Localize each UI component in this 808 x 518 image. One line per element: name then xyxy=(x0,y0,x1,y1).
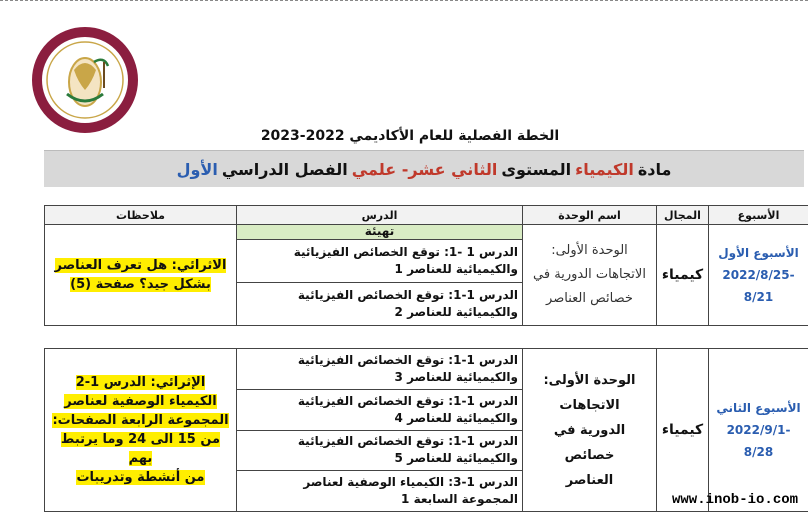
week2-lesson-3 xyxy=(237,430,523,471)
week2-note-line: من 15 الى 24 وما يرتبط بهم xyxy=(60,432,221,466)
header-notes: ملاحظات xyxy=(45,206,237,225)
header-week: الأسبوع xyxy=(709,206,808,225)
lesson-line: والكيميائية للعناصر 5 xyxy=(394,451,518,466)
lesson-line: الدرس 1-1: توقع الخصائص الفيزيائية xyxy=(297,287,518,302)
week2-lesson-4 xyxy=(237,471,523,512)
term-name: الأول xyxy=(176,159,218,179)
lesson-line: والكيميائية للعناصر 3 xyxy=(394,369,518,384)
week2-unit-line3: الدورية في xyxy=(553,422,626,438)
week1-lesson-2 xyxy=(237,282,523,325)
lesson-line: الدرس 1 -1: توقع الخصائص الفيزيائية xyxy=(293,244,518,259)
term-label: الفصل الدراسي xyxy=(221,159,348,179)
top-dashed-line xyxy=(0,0,808,1)
week1-cell xyxy=(709,225,808,326)
week1-field: كيمياء xyxy=(657,225,709,326)
lesson-line: الدرس 1-1: توقع الخصائص الفيزيائية xyxy=(297,393,518,408)
qatar-ministry-logo xyxy=(22,22,148,134)
week2-plan-table xyxy=(44,348,808,512)
week2-note-line: الكيمياء الوصفية لعناصر xyxy=(64,394,217,409)
week1-unit-line2: الاتجاهات الدورية في xyxy=(533,267,646,282)
lesson-line: والكيميائية للعناصر 1 xyxy=(394,261,518,276)
week2-note-line: الإثرائي: الدرس 1-2 xyxy=(75,375,206,390)
week1-unit-line3: خصائص العناصر xyxy=(546,291,633,306)
warmup-row: تهيئة xyxy=(237,225,523,240)
week2-unit-line2: الاتجاهات xyxy=(559,397,620,413)
lesson-line: الدرس 1-3: الكيمياء الوصفية لعناصر xyxy=(303,475,518,490)
week2-unit-line4: خصائص xyxy=(564,447,615,463)
lesson-line: والكيميائية للعناصر 2 xyxy=(394,304,518,319)
week1-note xyxy=(45,225,237,326)
lesson-line: المجموعة السابعة 1 xyxy=(401,492,518,507)
week1-unit xyxy=(523,225,657,326)
week2-note xyxy=(45,349,237,512)
lesson-line: الدرس 1-1: توقع الخصائص الفيزيائية xyxy=(297,434,518,449)
week2-note-line: المجموعة الرابعة الصفحات: xyxy=(52,413,229,428)
week2-unit-line1: الوحدة الأولى: xyxy=(543,372,636,388)
week2-lesson-2 xyxy=(237,389,523,430)
page-title: الخطة الفصلية للعام الأكاديمي 2022-2023 xyxy=(260,128,560,144)
lesson-line: والكيميائية للعناصر 4 xyxy=(394,410,518,425)
watermark-url: www.inob-io.com xyxy=(672,492,799,508)
week1-lesson-1 xyxy=(237,239,523,282)
week2-dates: 2022/9/1-8/28 xyxy=(726,423,791,459)
subject-name: الكيمياء xyxy=(575,159,634,179)
header-unit: اسم الوحدة xyxy=(523,206,657,225)
week1-name: الأسبوع الأول xyxy=(718,246,799,260)
level-name: الثاني عشر- علمي xyxy=(351,159,498,179)
subject-label: مادة xyxy=(637,159,672,179)
week1-unit-line1: الوحدة الأولى: xyxy=(551,243,628,258)
week2-cell xyxy=(709,349,808,512)
week2-lesson-1 xyxy=(237,349,523,390)
lesson-line: الدرس 1-1: توقع الخصائص الفيزيائية xyxy=(297,352,518,367)
subject-banner xyxy=(44,150,804,187)
week1-dates: 2022/8/25-8/21 xyxy=(722,268,795,304)
week1-note-line2: بشكل جيد؟ صفحة (5) xyxy=(70,277,211,292)
week2-unit xyxy=(523,349,657,512)
header-field: المجال xyxy=(657,206,709,225)
week2-unit-line5: العناصر xyxy=(565,472,614,488)
level-label: المستوى xyxy=(501,159,572,179)
week2-name: الأسبوع الثاني xyxy=(716,401,801,415)
week1-plan-table xyxy=(44,205,808,326)
header-lesson: الدرس xyxy=(237,206,523,225)
week2-field: كيمياء xyxy=(657,349,709,512)
week2-note-line: من أنشطة وتدريبات xyxy=(76,470,205,485)
week1-note-line1: الاثرائي: هل تعرف العناصر xyxy=(54,258,227,273)
